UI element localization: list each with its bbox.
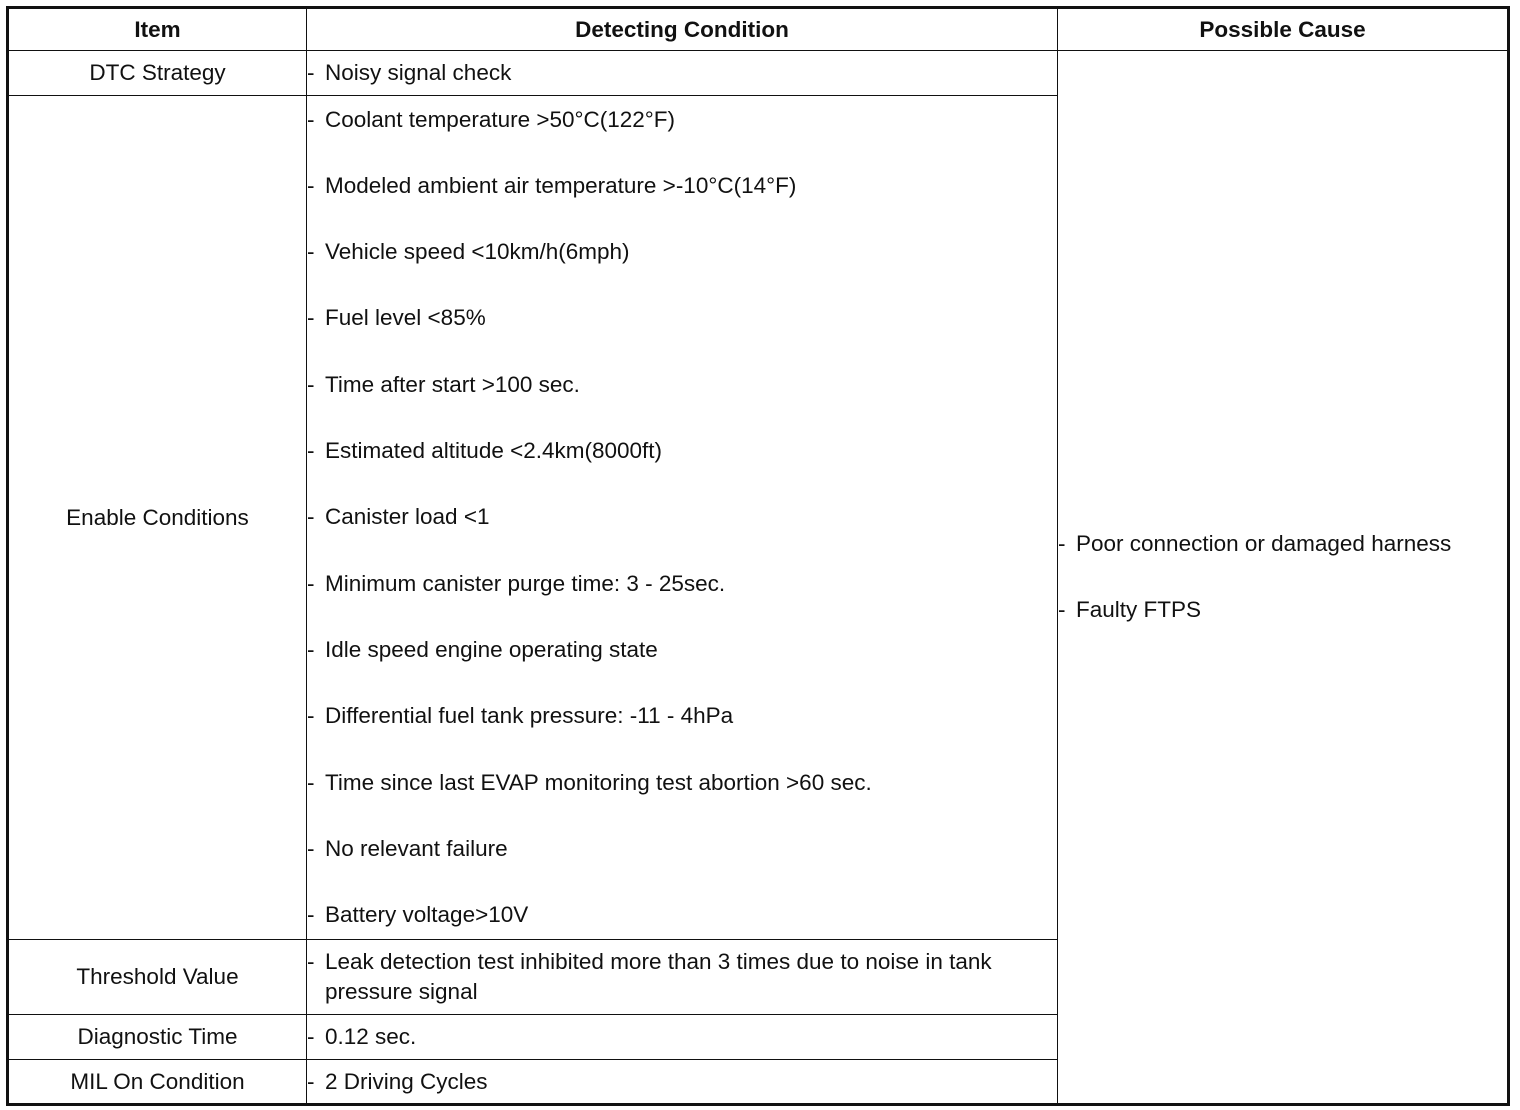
condition-item xyxy=(307,105,1057,135)
condition-text: Time after start >100 sec. xyxy=(325,371,580,397)
condition-item xyxy=(307,237,1057,267)
condition-item xyxy=(307,947,1057,1007)
bullet-dash: - xyxy=(307,239,315,265)
bullet-dash: - xyxy=(307,305,315,331)
bullet-dash: - xyxy=(307,949,315,974)
bullet-dash: - xyxy=(1058,597,1066,622)
condition-text: Idle speed engine operating state xyxy=(325,637,658,663)
condition-mil-on-condition xyxy=(307,1060,1058,1105)
condition-text: Minimum canister purge time: 3 - 25sec. xyxy=(325,570,726,596)
bullet-dash: - xyxy=(307,60,315,85)
bullet-dash: - xyxy=(307,172,315,198)
condition-text: No relevant failure xyxy=(325,836,508,862)
condition-text: Differential fuel tank pressure: -11 - 4hPa xyxy=(325,703,734,729)
condition-item xyxy=(307,1067,1057,1097)
condition-item xyxy=(307,635,1057,665)
header-possible-cause: Possible Cause xyxy=(1058,8,1509,51)
item-dtc-strategy: DTC Strategy xyxy=(8,51,307,96)
condition-text: Vehicle speed <10km/h(6mph) xyxy=(325,239,630,265)
condition-text: Coolant temperature >50°C(122°F) xyxy=(325,106,676,132)
bullet-dash: - xyxy=(307,504,315,530)
condition-text: Fuel level <85% xyxy=(325,305,486,331)
bullet-dash: - xyxy=(307,570,315,596)
item-threshold-value: Threshold Value xyxy=(8,940,307,1015)
item-enable-conditions: Enable Conditions xyxy=(8,96,307,940)
condition-text: Time since last EVAP monitoring test abortion >60 sec. xyxy=(325,769,872,795)
condition-item xyxy=(307,171,1057,201)
bullet-dash: - xyxy=(307,438,315,464)
bullet-dash: - xyxy=(307,1068,315,1094)
row-dtc-strategy xyxy=(8,51,1509,96)
bullet-dash: - xyxy=(307,769,315,795)
condition-text: Battery voltage>10V xyxy=(325,902,529,928)
bullet-dash: - xyxy=(307,836,315,862)
possible-cause-list xyxy=(1058,529,1507,625)
condition-text: Estimated altitude <2.4km(8000ft) xyxy=(325,438,663,464)
enable-condition-list xyxy=(307,105,1057,931)
bullet-dash: - xyxy=(307,1024,315,1049)
bullet-dash: - xyxy=(307,106,315,132)
condition-item xyxy=(307,900,1057,930)
bullet-dash: - xyxy=(307,902,315,928)
condition-item xyxy=(307,701,1057,731)
condition-item xyxy=(307,436,1057,466)
condition-diagnostic-time xyxy=(307,1015,1058,1060)
condition-item xyxy=(307,1022,1057,1052)
condition-text: 2 Driving Cycles xyxy=(325,1068,488,1094)
dtc-detecting-condition-table xyxy=(6,6,1510,1106)
cause-item xyxy=(1058,595,1507,625)
cause-item xyxy=(1058,529,1507,559)
condition-item xyxy=(307,834,1057,864)
header-detecting-condition: Detecting Condition xyxy=(307,8,1058,51)
cause-text: Poor connection or damaged harness xyxy=(1076,531,1452,556)
cause-text: Faulty FTPS xyxy=(1076,597,1202,622)
condition-text: Noisy signal check xyxy=(325,60,512,85)
condition-text: Canister load <1 xyxy=(325,504,490,530)
condition-threshold-value xyxy=(307,940,1058,1015)
condition-text: Modeled ambient air temperature >-10°C(14°F) xyxy=(325,172,797,198)
bullet-dash: - xyxy=(307,371,315,397)
bullet-dash: - xyxy=(307,703,315,729)
condition-item xyxy=(307,58,1057,88)
bullet-dash: - xyxy=(1058,531,1066,556)
condition-item xyxy=(307,303,1057,333)
header-item: Item xyxy=(8,8,307,51)
condition-item xyxy=(307,569,1057,599)
item-mil-on-condition: MIL On Condition xyxy=(8,1060,307,1105)
condition-item xyxy=(307,370,1057,400)
possible-cause-cell xyxy=(1058,51,1509,1105)
condition-enable-conditions xyxy=(307,96,1058,940)
condition-text: 0.12 sec. xyxy=(325,1024,417,1049)
bullet-dash: - xyxy=(307,637,315,663)
header-row xyxy=(8,8,1509,51)
item-diagnostic-time: Diagnostic Time xyxy=(8,1015,307,1060)
condition-dtc-strategy xyxy=(307,51,1058,96)
condition-text: Leak detection test inhibited more than 3 times due to noise in tank pressure signal xyxy=(325,949,992,1004)
condition-item xyxy=(307,768,1057,798)
condition-item xyxy=(307,502,1057,532)
